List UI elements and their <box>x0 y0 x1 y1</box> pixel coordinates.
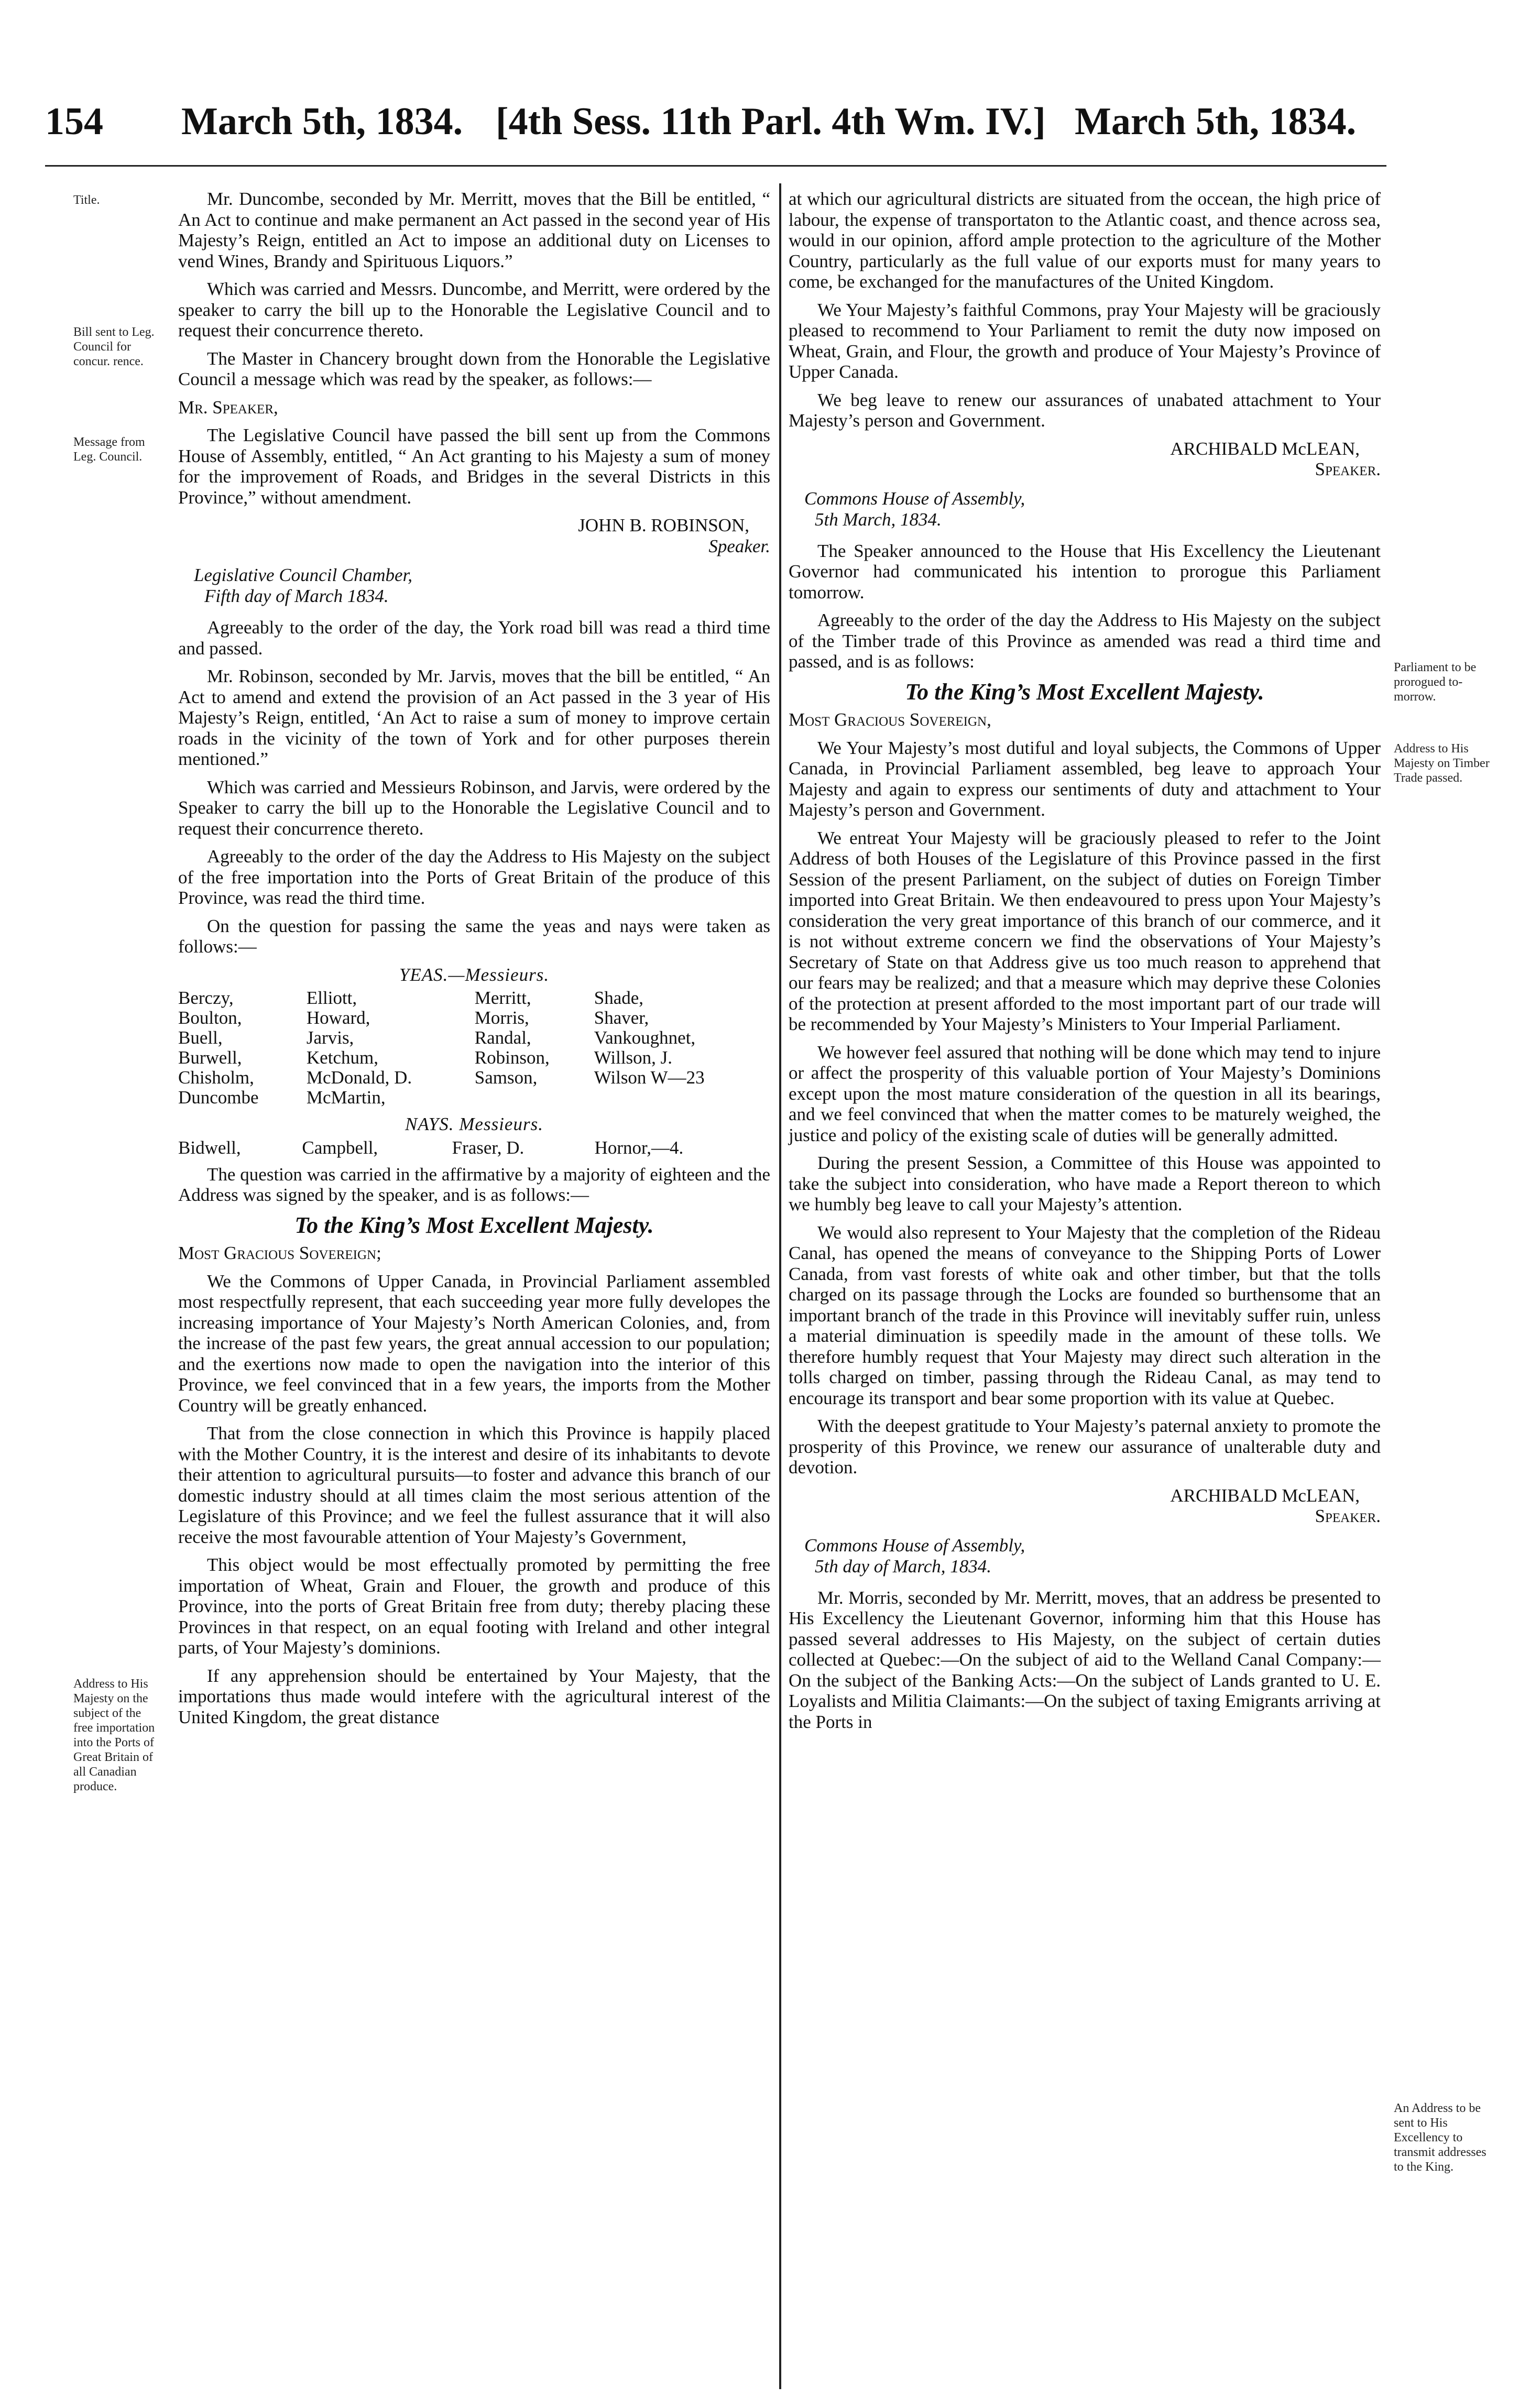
margin-note-address-import: Address to His Majesty on the subject of the free importation into the Ports of Great Britain of all Canadian produce. <box>73 1677 155 1793</box>
paragraph: The Legislative Council have passed the bill sent up from the Commons House of Assembly, entitled, “ An Act granting to his Majesty a sum of money for the improvement of Roads, and Bridges in the several Districts in this Province,” without amendment. <box>178 425 770 508</box>
paragraph: Which was carried and Messieurs Robinson, and Jarvis, were ordered by the Speaker to carry the bill up to the Honorable the Legislative Council and to request their concurrence thereto. <box>178 776 770 839</box>
nays-heading: NAYS. Messieurs. <box>405 1114 543 1134</box>
table-row <box>178 1008 770 1028</box>
signature-title: Speaker. <box>708 535 770 556</box>
paragraph: We Your Majesty’s most dutiful and loyal subjects, the Commons of Upper Canada, in Provincial Parliament assembled, beg leave to approach Your Majesty and again to express our sentiments of duty and attachment to Your Majesty’s person and Government. <box>789 737 1381 820</box>
vote-name: Wilson W—23 <box>594 1067 705 1088</box>
table-row <box>178 1068 770 1088</box>
salutation: Most Gracious Sovereign; <box>178 1243 381 1263</box>
paragraph: We the Commons of Upper Canada, in Provincial Parliament assembled most respectfully represent, that each succeeding year more fully developes the increasing importance of Your Majesty’s North American Colonies, and, from the increase of the past few years, the great annual accession to our population; and the exertions now made to open the navigation into the interior of this Province, we feel convinced that in a few years, the imports from the Mother Country will be greatly enhanced. <box>178 1271 770 1416</box>
vote-name: Campbell, <box>302 1137 378 1158</box>
margin-note-bill-sent: Bill sent to Leg. Council for concur. rence. <box>73 325 155 368</box>
chamber-line: Fifth day of March 1834. <box>204 586 389 606</box>
house-line: 5th March, 1834. <box>815 509 942 530</box>
house-line: Commons House of Assembly, <box>804 1535 1025 1556</box>
page-header <box>45 100 1386 157</box>
column-divider <box>779 183 781 2389</box>
yeas-heading: YEAS.—Messieurs. <box>399 964 550 985</box>
paragraph: The Master in Chancery brought down from the Honorable the Legislative Council a message which was read by the speaker, as follows:— <box>178 348 770 389</box>
left-column <box>178 189 770 1735</box>
paragraph: We however feel assured that nothing will be done which may tend to injure or affect the prosperity of this valuable portion of Your Majesty’s Dominions except upon the most mature consideration of the question in all its bearings, and we feel convinced that when the matter comes to be maturely weighed, the justice and policy of the existing scale of duties will be generally admitted. <box>789 1042 1381 1145</box>
table-row <box>178 1028 770 1048</box>
paragraph: Agreeably to the order of the day the Address to His Majesty on the subject of the Timber trade of this Province as amended was read a third time and passed, and is as follows: <box>789 610 1381 672</box>
margin-note-address-excellency: An Address to be sent to His Excellency to transmit addresses to the King. <box>1394 2101 1487 2174</box>
margin-note-message: Message from Leg. Council. <box>73 435 145 464</box>
vote-name: Shade, <box>594 988 644 1008</box>
vote-name: Burwell, <box>178 1047 242 1068</box>
signature-name: JOHN B. ROBINSON, <box>578 515 749 535</box>
address-heading: To the King’s Most Excellent Majesty. <box>905 678 1264 705</box>
signature-block <box>789 439 1381 480</box>
paragraph: On the question for passing the same the yeas and nays were taken as follows:— <box>178 915 770 957</box>
signature-name: ARCHIBALD McLEAN, <box>1170 1485 1360 1506</box>
vote-name: Vankoughnet, <box>594 1027 696 1048</box>
margin-note-prorogue: Parliament to be prorogued to-morrow. <box>1394 661 1477 704</box>
house-line: Commons House of Assembly, <box>804 488 1025 509</box>
paragraph: This object would be most effectually promoted by permitting the free importation of Wheat, Grain and Flouer, the growth and produce of this Province, into the ports of Great Britain free from duty; thereby placing these Provinces in that respect, on an equal footing with Ireland and other integral parts, of Your Majesty’s dominions. <box>178 1555 770 1658</box>
vote-name: Randal, <box>474 1027 531 1048</box>
paragraph: That from the close connection in which this Province is happily placed with the Mother Country, it is the interest and desire of its inhabitants to devote their attention to agricultural pursuits—to foster and advance this branch of our domestic industry should at all times claim the most serious attention of the Legislature of this Province; and we feel the fullest assurance that it will also receive the most favourable attention of Your Majesty’s Government, <box>178 1423 770 1547</box>
paragraph: We entreat Your Majesty will be graciously pleased to refer to the Joint Address of both Houses of the Legislature of this Province passed in the first Session of the present Parliament, on the subject of duties on Foreign Timber imported into Great Britain. We then endeavoured to press upon Your Majesty’s consideration the very great importance of this branch of our commerce, and it is not without extreme concern we find the observations of Your Majesty’s Secretary of State on that Address give us too much reason to apprehend that our fears may be realized; and that a measure which may deprive these Colonies of the protection at present afforded to the most important part of our trade will be recommended by Your Majesty’s Ministers to Your Imperial Parliament. <box>789 827 1381 1034</box>
signature-block <box>789 1485 1381 1527</box>
vote-name: Howard, <box>306 1008 370 1028</box>
paragraph: Agreeably to the order of the day the Address to His Majesty on the subject of the free importation into the Ports of Great Britain of the produce of this Province, was read the third time. <box>178 846 770 908</box>
signature-title: Speaker. <box>1315 459 1381 479</box>
table-row <box>178 1048 770 1068</box>
vote-name: McDonald, D. <box>306 1067 412 1088</box>
vote-name: Elliott, <box>306 988 357 1008</box>
vote-name: Boulton, <box>178 1008 242 1028</box>
right-column <box>789 189 1381 1739</box>
page-number: 154 <box>45 100 103 143</box>
paragraph: The question was carried in the affirmative by a majority of eighteen and the Address was signed by the speaker, and is as follows:— <box>178 1164 770 1205</box>
table-row <box>178 988 770 1008</box>
speaker-salutation: Mr. Speaker, <box>178 397 278 418</box>
table-row <box>178 1088 770 1108</box>
chamber-line: Legislative Council Chamber, <box>194 565 413 585</box>
house-dateline <box>804 488 1381 530</box>
salutation: Most Gracious Sovereign, <box>789 709 991 730</box>
chamber-dateline <box>194 565 770 607</box>
vote-name: Robinson, <box>474 1047 550 1068</box>
address-heading: To the King’s Most Excellent Majesty. <box>294 1212 654 1238</box>
house-line: 5th day of March, 1834. <box>815 1556 991 1577</box>
paragraph: With the deepest gratitude to Your Majesty’s paternal anxiety to promote the prosperity of this Province, we renew our assurance of unalterable duty and devotion. <box>789 1416 1381 1477</box>
paragraph: Agreeably to the order of the day, the York road bill was read a third time and passed. <box>178 617 770 659</box>
paragraph: Which was carried and Messrs. Duncombe, and Merritt, were ordered by the speaker to carry the bill up to the Honorable the Legislative Council and to request their concurrence thereto. <box>178 279 770 341</box>
signature-name: ARCHIBALD McLEAN, <box>1170 438 1360 459</box>
paragraph: Mr. Morris, seconded by Mr. Merritt, moves, that an address be presented to His Excellency the Lieutenant Governor, informing him that this House has passed several addresses to His Majesty, on the subject of certain duties collected at Quebec:—On the subject of aid to the Welland Canal Company:—On the subject of the Banking Acts:—On the subject of Lands granted to U. E. Loyalists and Militia Claimants:—On the subject of taxing Emigrants arriving at the Ports in <box>789 1587 1381 1732</box>
paragraph: Mr. Robinson, seconded by Mr. Jarvis, moves that the bill be entitled, “ An Act to amend and extend the provision of an Act passed in the 3 year of His Majesty’s Reign, entitled, ‘An Act to raise a sum of money to improve certain roads in the vicinity of the town of York and for other purposes therein mentioned.” <box>178 666 770 769</box>
vote-name: Hornor,—4. <box>594 1137 684 1158</box>
paragraph: If any apprehension should be entertained by Your Majesty, that the importations thus made would intefere with the agricultural interest of the United Kingdom, the great distance <box>178 1665 770 1727</box>
vote-name: Fraser, D. <box>452 1137 524 1158</box>
vote-name: McMartin, <box>306 1087 386 1108</box>
paragraph: at which our agricultural districts are situated from the occean, the high price of labour, the expense of transportaton to the Atlantic coast, and thence across sea, would in our opinion, afford ample protection to the agriculture of the Mother Country, particularly as the full value of our exports must for many years to come, be exchanged for the manufactures of the United Kingdom. <box>789 189 1381 292</box>
margin-note-timber: Address to His Majesty on Timber Trade passed. <box>1394 742 1490 785</box>
paragraph: During the present Session, a Committee of this House was appointed to take the subject into consideration, who have made a Report thereon to which we humbly beg leave to call your Majesty’s attention. <box>789 1153 1381 1214</box>
paragraph: The Speaker announced to the House that His Excellency the Lieutenant Governor had communicated his intention to prorogue this Parliament tomorrow. <box>789 540 1381 603</box>
header-session: [4th Sess. 11th Parl. 4th Wm. IV.] <box>496 100 1046 143</box>
vote-name: Samson, <box>474 1067 538 1088</box>
vote-name: Ketchum, <box>306 1047 378 1068</box>
paragraph: Mr. Duncombe, seconded by Mr. Merritt, moves that the Bill be entitled, “ An Act to continue and make permanent an Act passed in the second year of His Majesty’s Reign, entitled an Act to impose an additional duty on Licenses to vend Wines, Brandy and Spirituous Liquors.” <box>178 189 770 271</box>
vote-name: Willson, J. <box>594 1047 673 1068</box>
header-date-left: March 5th, 1834. <box>181 100 463 143</box>
house-dateline <box>804 1535 1381 1577</box>
vote-name: Buell, <box>178 1027 223 1048</box>
vote-name: Bidwell, <box>178 1137 241 1158</box>
paragraph: We would also represent to Your Majesty that the completion of the Rideau Canal, has opened the means of conveyance to the Shipping Ports of Lower Canada, from vast forests of white oak and other timber, but that the tolls charged on its passage through the Locks are founded so burthensome that an important branch of the trade in this Province will inevitably suffer ruin, unless a material diminuation is speedily made in the amount of these tolls. We therefore humbly request that Your Majesty may direct such alteration in the tolls charged on timber, passing through the Rideau Canal, as may tend to encourage its transport and bear some proportion with its value at Quebec. <box>789 1222 1381 1408</box>
vote-name: Shaver, <box>594 1008 649 1028</box>
paragraph: We beg leave to renew our assurances of unabated attachment to Your Majesty’s person and Government. <box>789 389 1381 431</box>
signature-title: Speaker. <box>1315 1506 1381 1526</box>
nays-table <box>178 1138 770 1158</box>
paragraph: We Your Majesty’s faithful Commons, pray Your Majesty will be graciously pleased to recommend to Your Parliament to remit the duty now imposed on Wheat, Grain, and Flour, the growth and produce of Your Majesty’s Province of Upper Canada. <box>789 299 1381 382</box>
vote-name: Duncombe <box>178 1087 259 1108</box>
signature-block <box>178 515 770 556</box>
table-row <box>178 1138 770 1158</box>
vote-name: Berczy, <box>178 988 234 1008</box>
vote-name: Chisholm, <box>178 1067 254 1088</box>
vote-name: Merritt, <box>474 988 531 1008</box>
vote-name: Morris, <box>474 1008 529 1028</box>
header-date-right: March 5th, 1834. <box>1075 100 1357 143</box>
vote-name: Jarvis, <box>306 1027 354 1048</box>
margin-note-title: Title. <box>73 193 100 207</box>
header-rule <box>45 165 1386 167</box>
yeas-table <box>178 988 770 1108</box>
